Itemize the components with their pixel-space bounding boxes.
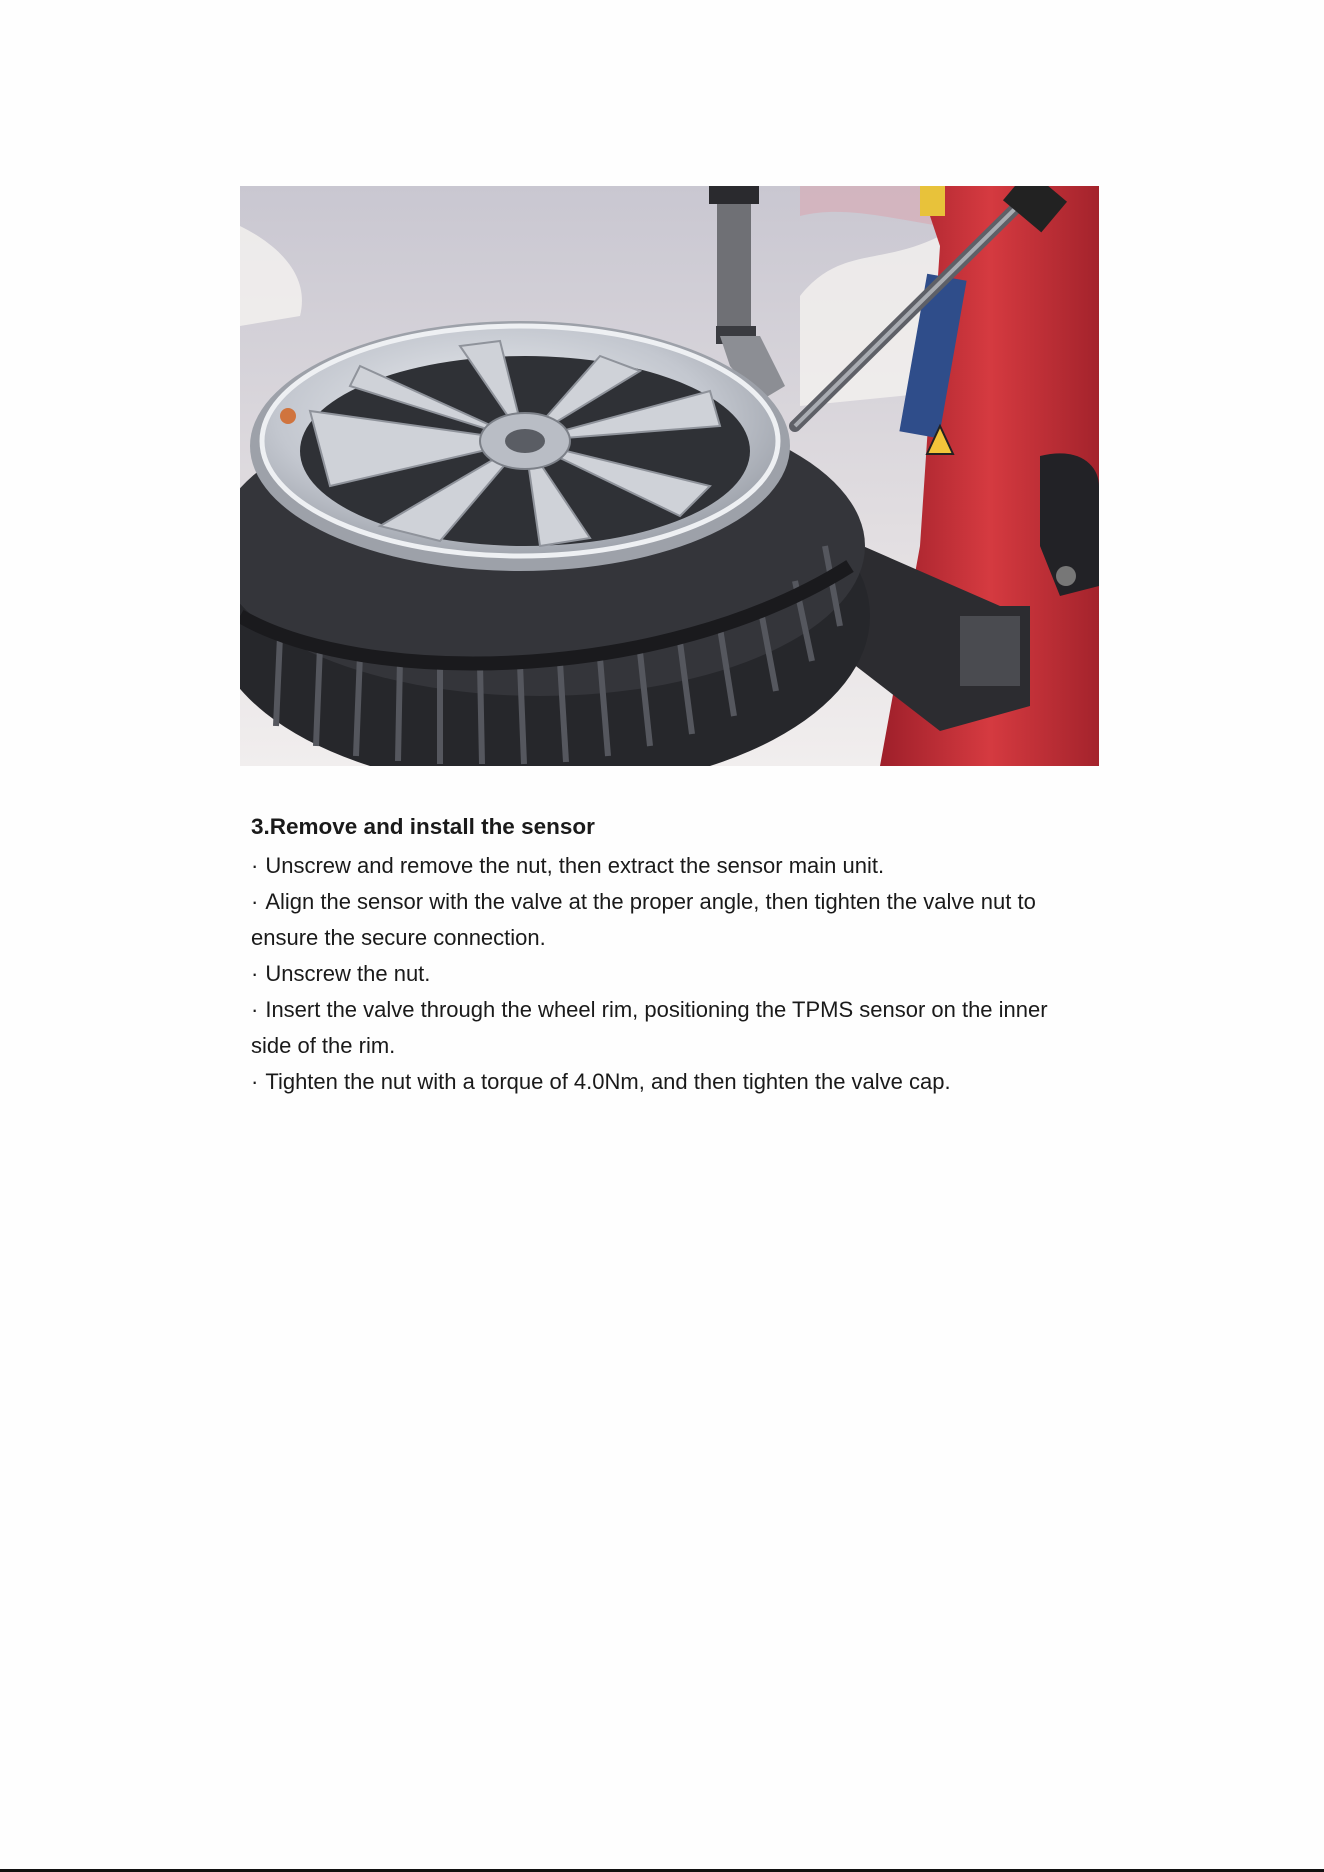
- bullet-glyph: ·: [251, 961, 259, 986]
- tire-changer-illustration: [240, 186, 1099, 766]
- instructions-section: [251, 812, 1091, 1100]
- step-text: Unscrew and remove the nut, then extract the sensor main unit.: [265, 853, 885, 878]
- step-list: [251, 848, 1091, 1100]
- list-item: [251, 1064, 1091, 1100]
- bullet-glyph: ·: [251, 997, 259, 1022]
- bullet-glyph: ·: [251, 853, 259, 878]
- wheel-on-tire-machine-image: [240, 186, 1099, 766]
- bullet-glyph: ·: [251, 889, 259, 914]
- list-item: [251, 848, 1091, 884]
- list-item: [251, 992, 1091, 1064]
- step-text: Insert the valve through the wheel rim, positioning the TPMS sensor on the inner side of the rim.: [251, 997, 1048, 1058]
- list-item: [251, 956, 1091, 992]
- step-text: Align the sensor with the valve at the proper angle, then tighten the valve nut to ensure the secure connection.: [251, 889, 1036, 950]
- step-text: Tighten the nut with a torque of 4.0Nm, and then tighten the valve cap.: [265, 1069, 951, 1094]
- list-item: [251, 884, 1091, 956]
- bullet-glyph: ·: [251, 1069, 259, 1094]
- section-heading: 3.Remove and install the sensor: [251, 814, 595, 839]
- step-text: Unscrew the nut.: [265, 961, 431, 986]
